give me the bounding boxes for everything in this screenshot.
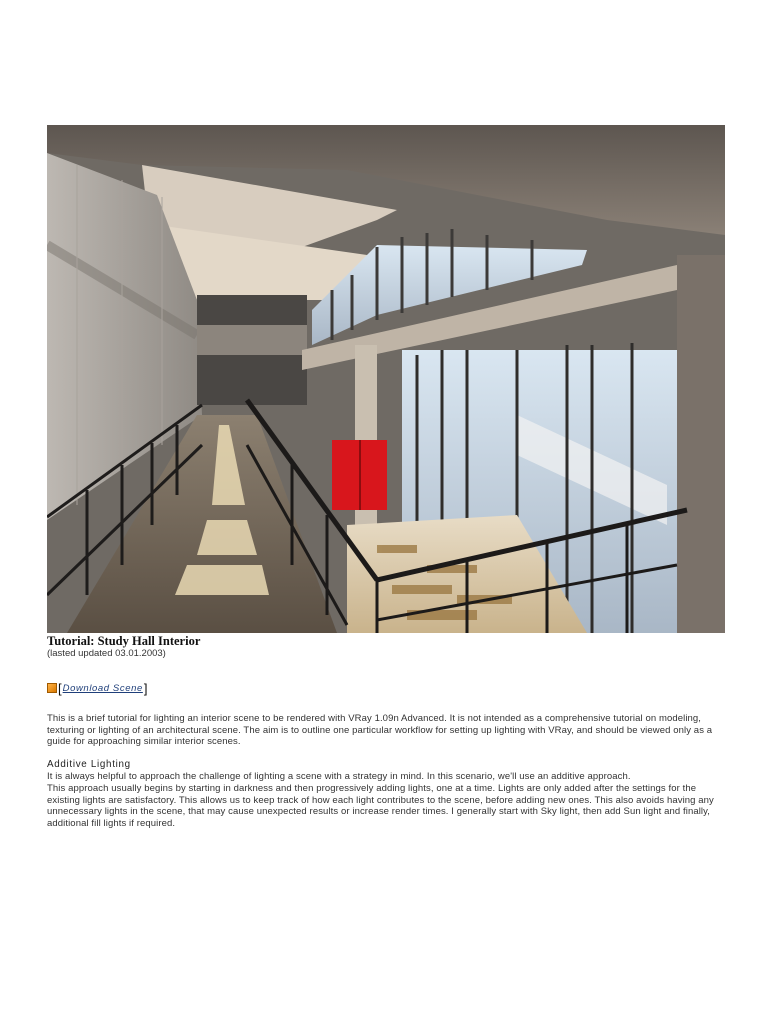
section-paragraph-2: This approach usually begins by starting in darkness and then progressively adding lights, one at a time. Lights are only added after the settings for the existing lights are satisfactory. This allows us to keep track of how each light contributes to the scene, before adding new ones. This also avoids having any unnecessary lights in the scene, that may cause unexpected results or increase render times. I generally start with Sky light, then add Sun light and finally, additional fill lights if required. (47, 782, 714, 829)
download-row (47, 680, 725, 696)
download-scene-link[interactable]: Download Scene (62, 682, 143, 694)
section-paragraph-1: It is always helpful to approach the challenge of lighting a scene with a strategy in mind. In this scenario, we'll use an additive approach. (47, 771, 631, 783)
tutorial-page (47, 125, 725, 830)
bullet-icon (47, 683, 57, 693)
intro-paragraph: This is a brief tutorial for lighting an interior scene to be rendered with VRay 1.09n Advanced. It is not intended as a comprehensive tutorial on modeling, texturing or lighting of an architectural scene. The aim is to outline one particular workflow for setting up lighting with VRay, and should be viewed only as a guide for approaching similar interior scenes. (47, 713, 713, 748)
bracket-close: ] (143, 680, 148, 696)
study-hall-render-image (47, 125, 725, 633)
last-updated-date: (lasted updated 03.01.2003) (47, 648, 166, 659)
bracket-open: [ (58, 680, 62, 696)
section-heading: Additive Lighting (47, 759, 131, 771)
page-title: Tutorial: Study Hall Interior (47, 634, 201, 648)
